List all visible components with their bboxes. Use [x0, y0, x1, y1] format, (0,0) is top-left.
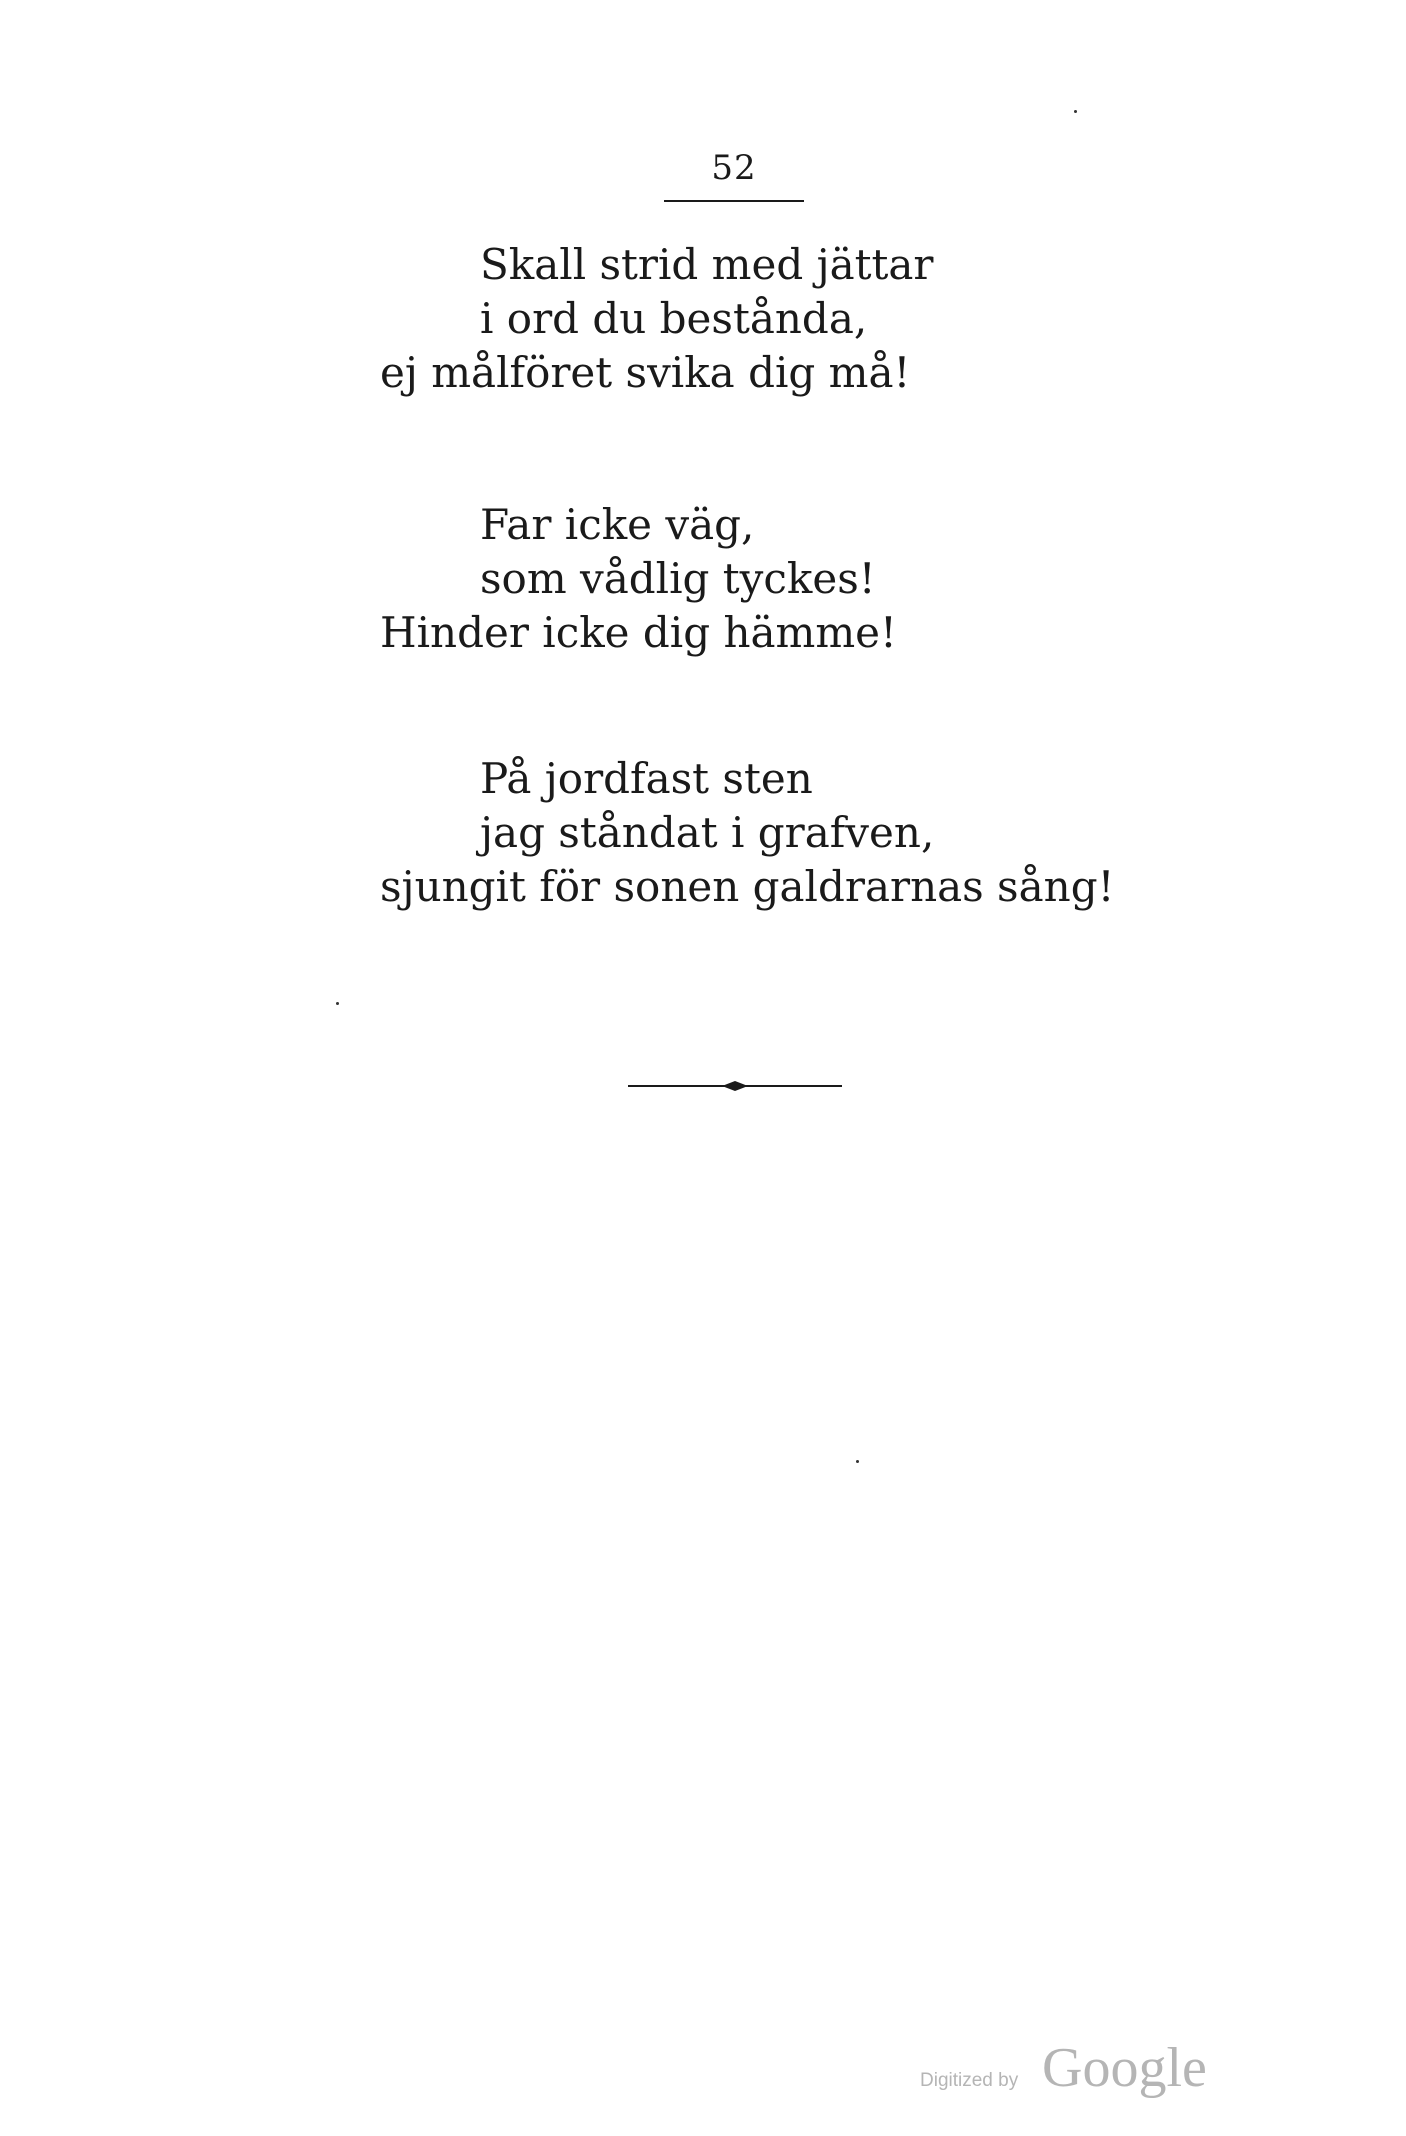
- google-logo: Google: [1042, 2037, 1207, 2099]
- stanza-1: [380, 238, 1140, 400]
- stanza-2: [380, 498, 1140, 660]
- page-number: 52: [711, 148, 757, 188]
- verse-line: jag ståndat i grafven,: [480, 808, 935, 857]
- verse-line: Skall strid med jättar: [480, 240, 934, 289]
- end-ornament: [628, 1078, 842, 1094]
- verse-line: som vådlig tyckes!: [480, 554, 876, 603]
- scan-speck: [856, 1460, 859, 1463]
- digitization-watermark: [920, 2038, 1220, 2098]
- verse-line: i ord du bestånda,: [480, 294, 868, 343]
- verse-line: sjungit för sonen galdrarnas sång!: [380, 862, 1115, 911]
- scan-speck: [336, 1002, 339, 1005]
- scan-speck: [1074, 110, 1077, 113]
- verse-line: ej målföret svika dig må!: [380, 348, 911, 397]
- watermark-prefix: Digitized by: [920, 2070, 1019, 2091]
- verse-line: På jordfast sten: [480, 754, 813, 803]
- verse-line: Hinder icke dig hämme!: [380, 608, 897, 657]
- page-number-rule: [664, 200, 804, 202]
- verse-line: Far icke väg,: [480, 500, 755, 549]
- stanza-3: [380, 752, 1140, 914]
